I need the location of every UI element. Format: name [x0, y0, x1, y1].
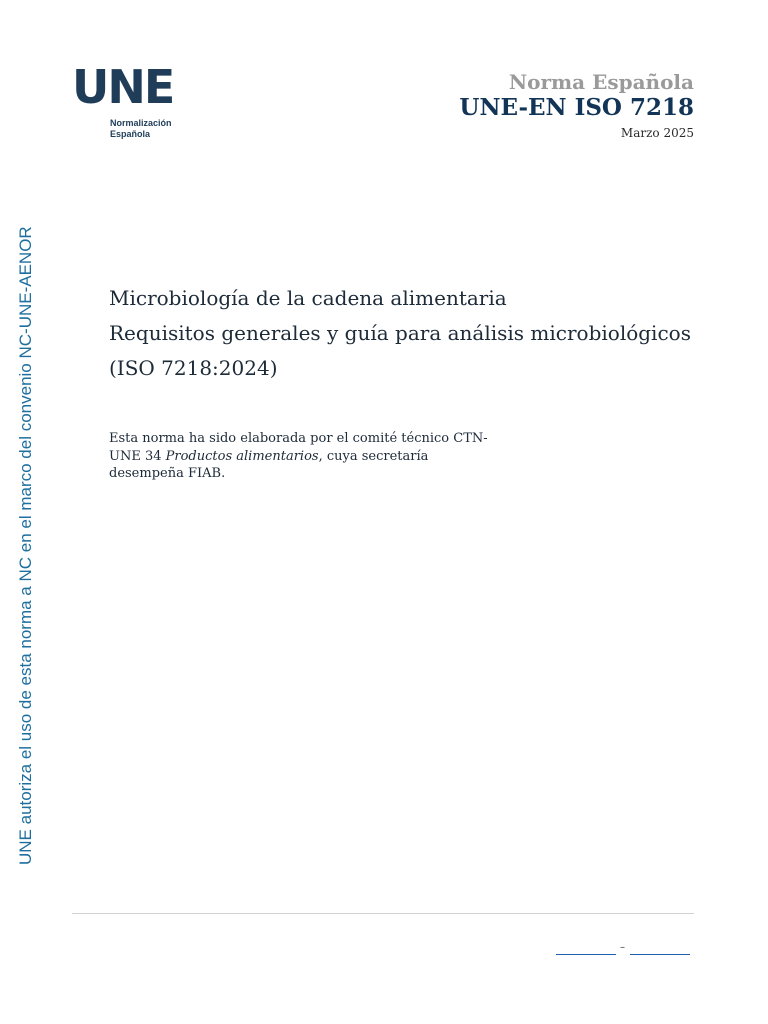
une-logo	[72, 60, 192, 140]
footer-link-right[interactable]	[630, 954, 690, 955]
committee-name: Productos alimentarios	[165, 448, 319, 464]
side-license-text: UNE autoriza el uso de esta norma a NC en el marco del convenio NC-UNE-AENOR	[16, 226, 35, 865]
committee-statement	[109, 430, 489, 483]
footer-link-left[interactable]	[556, 954, 616, 955]
footer-divider	[72, 913, 694, 914]
title-line-1: Microbiología de la cadena alimentaria	[109, 286, 507, 310]
footer-separator: –	[620, 942, 625, 953]
logo-subtitle-line2: Española	[110, 129, 151, 139]
logo-mark: UNE	[72, 60, 174, 114]
standard-header	[459, 70, 694, 141]
logo-subtitle-line1: Normalización	[110, 118, 172, 128]
document-title	[109, 281, 709, 386]
standard-code: UNE-EN ISO 7218	[459, 94, 694, 121]
committee-text-after: , cuya secretaría desempeña FIAB.	[109, 448, 429, 481]
logo-subtitle	[110, 118, 192, 140]
footer-links	[556, 940, 690, 956]
standard-type-label: Norma Española	[508, 70, 694, 94]
title-line-3: (ISO 7218:2024)	[109, 356, 278, 380]
committee-text-before: Esta norma ha sido elaborada por el comité técnico CTN-UNE 34	[109, 431, 488, 464]
title-line-2: Requisitos generales y guía para análisis microbiológicos	[109, 321, 691, 345]
publication-date: Marzo 2025	[620, 126, 694, 140]
